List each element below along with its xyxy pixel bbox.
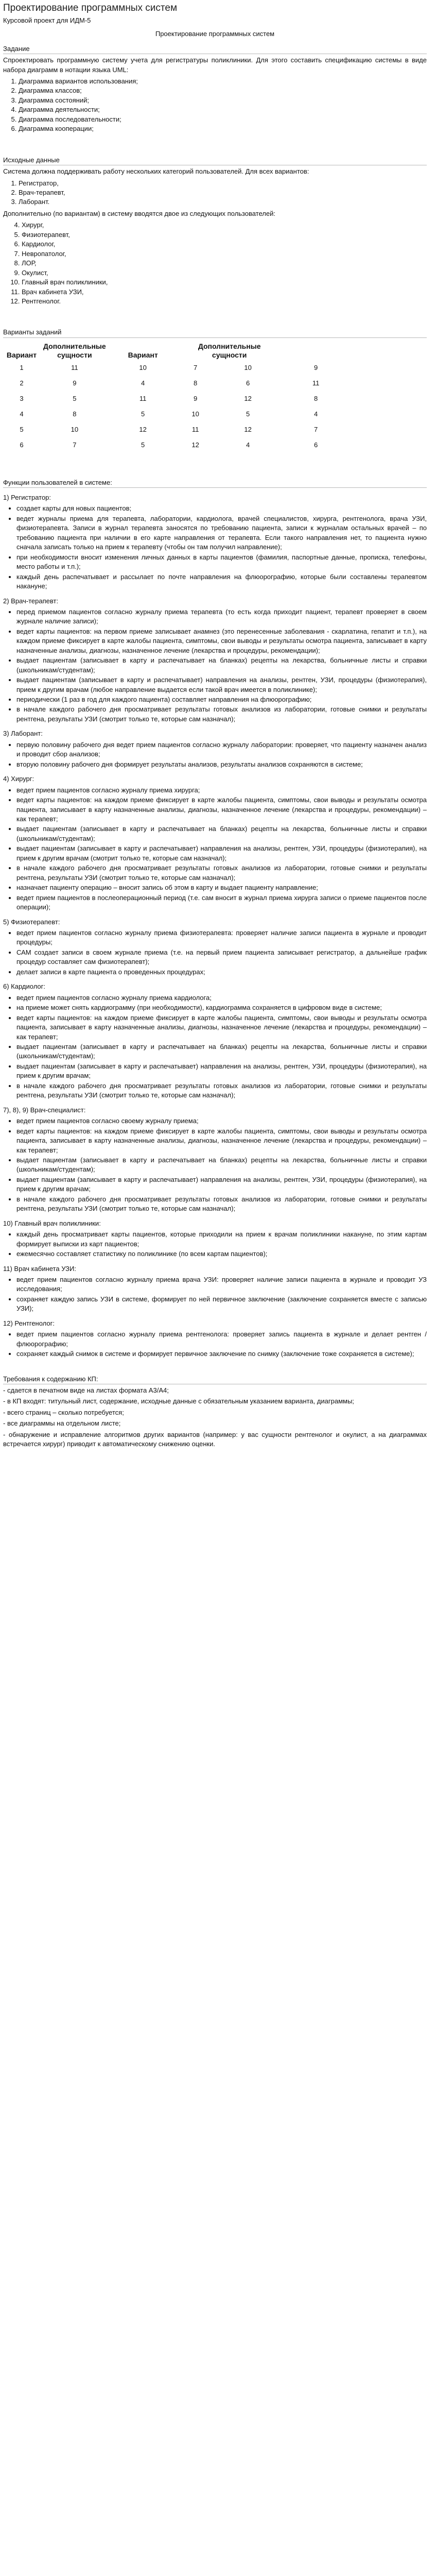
requirement-item: - в КП входят: титульный лист, содержание, исходные данные с обязательным указанием варианта, диаграммы; — [3, 1397, 354, 1405]
diagram-item: 6. Диаграмма кооперации; — [19, 124, 427, 133]
entity-cell: 9 — [73, 379, 77, 387]
role-function-list — [3, 1330, 427, 1359]
role-function-list — [3, 504, 427, 591]
role-section-label: 10) Главный врач поликлиники: — [3, 1219, 101, 1227]
centered-title: Проектирование программных систем — [155, 30, 275, 38]
variants-heading: Варианты заданий — [3, 328, 427, 337]
assignment-heading: Задание — [3, 44, 427, 54]
role-function-item: • выдает пациентам (записывает в карту и распечатывает) направления на анализы, рентген, УЗИ, процедуры (физиотерапия), на прием к другим врачам; — [16, 1175, 427, 1194]
role-section-label: 3) Лаборант: — [3, 730, 43, 738]
entity-cell: 10 — [71, 426, 79, 434]
base-user-item: 2. Врач-терапевт, — [19, 188, 427, 197]
entity-cell: 9 — [314, 364, 318, 372]
requirement-item: - всего страниц – сколько потребуется; — [3, 1408, 124, 1416]
extra-user-item: 12. Рентгенолог. — [22, 297, 427, 306]
entity-cell: 7 — [73, 441, 77, 449]
variant-number-cell: 2 — [20, 379, 24, 387]
base-users-list — [3, 179, 427, 207]
entity-cell: 11 — [312, 379, 320, 387]
requirement-item: - обнаружение и исправление алгоритмов других вариантов (например: у вас сущности рентгенолог и окулист, а на диаграммах встречается хирург) приводит к автоматическому снижению оценки. — [3, 1430, 427, 1448]
extra-user-item: 5. Физиотерапевт, — [22, 230, 427, 240]
functions-container — [3, 493, 427, 1359]
entity-cell: 4 — [314, 410, 318, 418]
diagram-item: 2. Диаграмма классов; — [19, 86, 427, 95]
role-section-label: 6) Кардиолог: — [3, 982, 46, 991]
role-function-item: • выдает пациентам (записывает в карту и распечатывает) направления на анализы, рентген, УЗИ, процедуры (физиотерапия), на прием к другим врачам (смотрит только те, которые сам назначал); — [16, 844, 427, 863]
entity-cell: 4 — [246, 441, 250, 449]
role-function-item: • ведет карты пациентов: на каждом приеме фиксирует в карте жалобы пациента, симптомы, свои выводы и результаты осмотра пациента, записывает в карту назначенные анализы, диагнозы, назначенное лечение (лекарства и процедуры, рекомендации) – как терапевт; — [16, 1127, 427, 1155]
role-section-label: 4) Хирург: — [3, 775, 34, 783]
requirements-heading: Требования к содержанию КП: — [3, 1375, 427, 1384]
diagram-item: 5. Диаграмма последовательности; — [19, 115, 427, 124]
extra-user-item: 9. Окулист, — [22, 268, 427, 278]
role-function-list — [3, 786, 427, 912]
variant-number-cell: 12 — [191, 441, 199, 449]
entity-cell: 6 — [314, 441, 318, 449]
diagram-item: 3. Диаграмма состояний; — [19, 96, 427, 105]
variant-row — [3, 361, 350, 376]
role-function-item: • делает записи в карте пациента о проведенных процедурах; — [16, 968, 427, 977]
role-section-label: 12) Рентгенолог: — [3, 1319, 55, 1327]
role-function-item: • в начале каждого рабочего дня просматривает результаты готовых анализов из лаборатории, готовые снимки и результаты рентгена, результаты УЗИ (смотрит только те, которые сам назначал); — [16, 705, 427, 724]
role-function-item: • выдает пациентам (записывает в карту и распечатывает на бланках) рецепты на лекарства, больничные листы и справки (школьникам/студентам); — [16, 824, 427, 843]
role-function-list — [3, 740, 427, 769]
role-function-item: • выдает пациентам (записывает в карту и распечатывает на бланках) рецепты на лекарства, больничные листы и справки (школьникам/студентам); — [16, 656, 427, 675]
requirements-list — [3, 1386, 427, 1449]
role-function-item: • ведет карты пациентов: на каждом приеме фиксирует в карте жалобы пациента, симптомы, свои выводы и результаты осмотра пациента, записывает в карту назначенные анализы, диагнозы, назначенное лечение (лекарства и процедуры, рекомендации) – как терапевт; — [16, 795, 427, 824]
role-function-item: • в начале каждого рабочего дня просматривает результаты готовых анализов из лаборатории, готовые снимки и результаты рентгена, результаты УЗИ (смотрит только те, которые сам назначал); — [16, 1081, 427, 1100]
base-user-item: 1. Регистратор, — [19, 179, 427, 188]
role-function-item: • каждый день просматривает карты пациентов, которые приходили на прием к врачам поликлиники накануне, по этим картам формирует выписки из карт пациентов; — [16, 1230, 427, 1249]
variants-table — [3, 341, 350, 453]
role-function-item: • первую половину рабочего дня ведет прием пациентов согласно журналу лаборатории: проверяет, что пациенту назначен анализ и проводит сбор анализов; — [16, 740, 427, 759]
role-function-item: • ведет прием пациентов в послеоперационный период (т.е. сам вносит в журнал приема хирурга записи о приеме пациентов после операции); — [16, 893, 427, 912]
variant-number-cell: 8 — [194, 379, 198, 387]
role-section-label: 7), 8), 9) Врач-специалист: — [3, 1106, 86, 1114]
variant-number-cell: 10 — [191, 410, 199, 418]
entity-cell: 7 — [314, 426, 318, 434]
functions-heading: Функции пользователей в системе: — [3, 478, 427, 488]
base-user-item: 3. Лаборант. — [19, 197, 427, 207]
variant-row — [3, 438, 350, 453]
role-function-item: • ведет карты пациентов: на каждом приеме фиксирует в карте жалобы пациента, симптомы, свои выводы и результаты осмотра пациента, записывает в карту назначенные анализы, диагнозы, назначенное лечение (лекарства и процедуры, рекомендации) – как терапевт; — [16, 1013, 427, 1042]
role-section-label: 11) Врач кабинета УЗИ: — [3, 1264, 76, 1273]
entity-cell: 4 — [141, 379, 145, 387]
role-function-item: • каждый день распечатывает и рассылает по почте направления на флюорографию, которые были составлены терапевтом накануне; — [16, 572, 427, 591]
role-function-item: • в начале каждого рабочего дня просматривает результаты готовых анализов из лаборатории, готовые снимки и результаты рентгена, результаты УЗИ (смотрит только те, которые сам назначал); — [16, 1195, 427, 1214]
role-section-label: 5) Физиотерапевт: — [3, 918, 60, 926]
extra-user-item: 7. Невропатолог, — [22, 249, 427, 259]
entity-cell: 10 — [139, 364, 147, 372]
role-function-item: • вторую половину рабочего дня формирует результаты анализов, результаты анализов сохраняются в системе; — [16, 760, 427, 769]
variant-row — [3, 422, 350, 438]
role-function-item: • ведет прием пациентов согласно журналу приема рентгенолога: проверяет запись пациента в журнале и делает рентген / флюорографию; — [16, 1330, 427, 1349]
role-function-list — [3, 607, 427, 724]
role-function-list — [3, 928, 427, 977]
entity-cell: 11 — [139, 395, 147, 403]
entity-cell: 8 — [314, 395, 318, 403]
variant-number-cell: 3 — [20, 395, 24, 403]
variant-number-cell: 1 — [20, 364, 24, 372]
extra-user-item: 8. ЛОР, — [22, 259, 427, 268]
role-function-list — [3, 993, 427, 1100]
course-subtitle: Курсовой проект для ИДМ-5 — [3, 16, 91, 24]
role-function-item: • перед приемом пациентов согласно журналу приема терапевта (то есть когда приходит пациент, терапевт проверяет в своем журнале наличие записи); — [16, 607, 427, 626]
requirement-item: - сдается в печатном виде на листах формата А3/А4; — [3, 1386, 169, 1395]
variant-row — [3, 392, 350, 407]
variant-row — [3, 376, 350, 392]
role-function-item: • ежемесячно составляет статистику по поликлинике (по всем картам пациентов); — [16, 1249, 427, 1259]
col-variant: Вариант — [128, 350, 158, 359]
role-function-item: • ведет карты пациентов: на первом приеме записывает анамнез (это перенесенные заболевания - скарлатина, гепатит и т.п.), на каждом приеме фиксирует в карте жалобы пациента, симптомы, свои выводы и результаты осмотра пациента, записывает в карту назначенные анализы, диагнозы, назначенное лечение (лекарства и процедуры, рекомендации); — [16, 627, 427, 655]
source-data-heading: Исходные данные — [3, 156, 427, 165]
variant-number-cell: 5 — [20, 426, 24, 434]
role-function-item: • ведет прием пациентов согласно журналу приема врача УЗИ: проверяет наличие записи пациента в журнале и проводит УЗ исследования; — [16, 1275, 427, 1294]
col-extra: Дополнительные сущности — [43, 342, 106, 359]
entity-cell: 12 — [244, 395, 252, 403]
entity-cell: 5 — [246, 410, 250, 418]
role-function-item: • создает карты для новых пациентов; — [16, 504, 427, 513]
diagram-list — [3, 77, 427, 134]
variant-number-cell: 9 — [194, 395, 198, 403]
variant-number-cell: 11 — [191, 426, 199, 434]
entity-cell: 12 — [244, 426, 252, 434]
entity-cell: 10 — [244, 364, 252, 372]
requirement-item: - все диаграммы на отдельном листе; — [3, 1419, 121, 1428]
role-function-item: • сохраняет каждую запись УЗИ в системе, формирует по ней первичное заключение (заключение сохраняется вместе с записью УЗИ); — [16, 1295, 427, 1314]
role-section-label: 2) Врач-терапевт: — [3, 597, 59, 605]
entity-cell: 11 — [71, 364, 78, 372]
role-function-item: • сохраняет каждый снимок в системе и формирует первичное заключение по снимку (заключение тоже сохраняется в системе); — [16, 1349, 427, 1359]
diagram-item: 4. Диаграмма деятельности; — [19, 105, 427, 114]
entity-cell: 5 — [73, 395, 77, 403]
role-function-item: • САМ создает записи в своем журнале приема (т.е. на первый прием пациента записывает регистратор, а дальнейше график процедур составляет сам физиотерапевт); — [16, 948, 427, 967]
role-function-list — [3, 1230, 427, 1259]
entity-cell: 12 — [139, 426, 147, 434]
role-function-item: • назначает пациенту операцию – вносит запись об этом в карту и выдает пациенту направление; — [16, 883, 427, 892]
variant-row — [3, 407, 350, 422]
role-function-item: • ведет прием пациентов согласно журналу приема физиотерапевта: проверяет наличие записи пациента в журнале и проводит процедуры; — [16, 928, 427, 947]
col-variant: Вариант — [6, 350, 37, 359]
assignment-text: Спроектировать программную систему учета для регистратуры поликлиники. Для этого составить спецификацию системы в виде набора диаграмм в нотации языка UML: — [3, 56, 427, 74]
extra-users-list — [3, 221, 427, 306]
role-function-item: • выдает пациентам (записывает в карту и распечатывает) направления на анализы, рентген, УЗИ, процедуры (физиотерапия), на прием к другим врачам; — [16, 1062, 427, 1081]
role-function-item: • ведет прием пациентов согласно журналу приема хирурга; — [16, 786, 427, 795]
role-function-item: • ведет прием пациентов согласно своему журналу приема; — [16, 1116, 427, 1126]
extra-user-item: 11. Врач кабинета УЗИ, — [22, 287, 427, 297]
role-function-item: • выдает пациентам (записывает в карту и распечатывает на бланках) рецепты на лекарства, больничные листы и справки (школьникам/студентам); — [16, 1042, 427, 1061]
role-function-item: • выдает пациентам (записывает в карту и распечатывает) направления на анализы, рентген, УЗИ, процедуры (физиотерапия), прием к другим врачам (любое направление выдается если такой врач имеется в поликлинике); — [16, 675, 427, 694]
role-section-label: 1) Регистратор: — [3, 493, 51, 501]
role-function-list — [3, 1275, 427, 1314]
extra-user-item: 10. Главный врач поликлиники, — [22, 278, 427, 287]
extra-user-item: 6. Кардиолог, — [22, 240, 427, 249]
entity-cell: 6 — [246, 379, 250, 387]
variant-number-cell: 6 — [20, 441, 24, 449]
entity-cell: 8 — [73, 410, 77, 418]
entity-cell: 5 — [141, 441, 145, 449]
source-data-intro: Система должна поддерживать работу нескольких категорий пользователей. Для всех вариантов: — [3, 167, 309, 176]
role-function-item: • выдает пациентам (записывает в карту и распечатывает на бланках) рецепты на лекарства, больничные листы и справки (школьникам/студентам); — [16, 1156, 427, 1175]
role-function-item: • ведет журналы приема для терапевта, лаборатории, кардиолога, врачей специалистов, хирурга, рентгенолога, врача УЗИ, физиотерапевта. Записи в журнал терапевта заносятся по требованию пациента, записи к журналам остальных врачей – по требованию пациента при наличии в его карте направления от терапевта. Если такого направления нет, то пациента нужно сначала записать только на прием к терапевту (чтобы он там получил направление); — [16, 514, 427, 552]
col-extra: Дополнительные сущности — [198, 342, 261, 359]
variant-number-cell: 7 — [194, 364, 198, 372]
role-function-item: • на приеме может снять кардиограмму (при необходимости), кардиограмма сохраняется в цифровом виде в системе; — [16, 1003, 427, 1012]
variants-header-row — [3, 341, 350, 361]
role-function-item: • в начале каждого рабочего дня просматривает результаты готовых анализов из лаборатории, готовые снимки и результаты рентгена, результаты УЗИ (смотрит только те, которые сам назначал); — [16, 863, 427, 883]
diagram-item: 1. Диаграмма вариантов использования; — [19, 77, 427, 86]
extra-users-intro: Дополнительно (по вариантам) в систему вводятся двое из следующих пользователей: — [3, 209, 275, 217]
role-function-item: • периодически (1 раз в год для каждого пациента) составляет направления на флюорографию; — [16, 695, 427, 704]
entity-cell: 5 — [141, 410, 145, 418]
extra-user-item: 4. Хирург, — [22, 221, 427, 230]
role-function-item: • при необходимости вносит изменения личных данных в карты пациентов (фамилия, паспортные данные, прописка, телефоны, место работы и т.п.); — [16, 553, 427, 572]
role-function-item: • ведет прием пациентов согласно журналу приема кардиолога; — [16, 993, 427, 1003]
variant-number-cell: 4 — [20, 410, 24, 418]
role-function-list — [3, 1116, 427, 1214]
page-title: Проектирование программных систем — [3, 3, 178, 13]
